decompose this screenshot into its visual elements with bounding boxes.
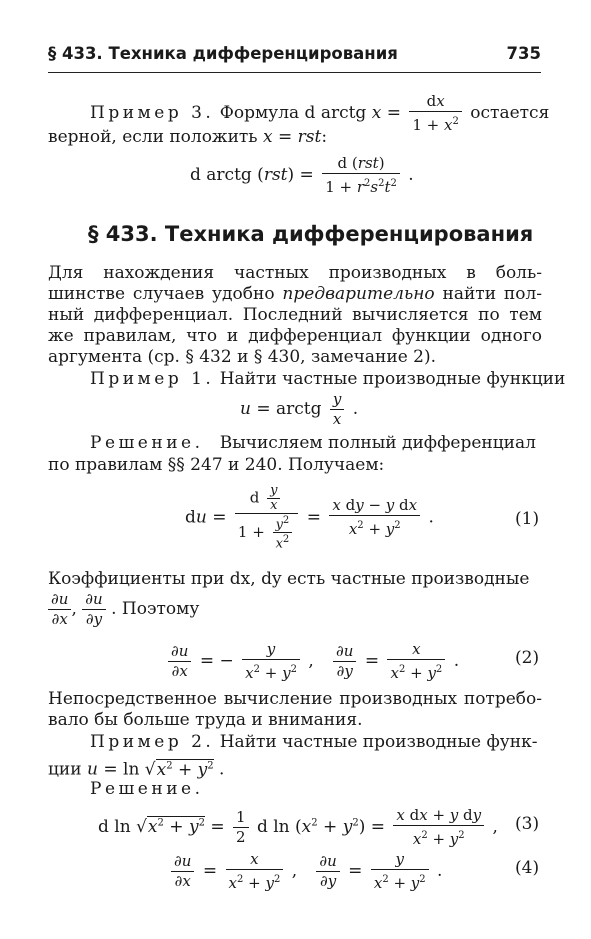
header-title: § 433. Техника дифференцирования [48,44,398,63]
equation-number-4: (4) [515,858,540,878]
solution1-line2: по правилам §§ 247 и 240. Получаем: [48,455,385,475]
solution1-line1: Решение. Вычисляем полный дифференциал [90,433,536,453]
example3-formula: d arctg (rst) = $\frac{\text{d (rst)}}{1 + r^2s^2t^2}$ . [190,154,414,196]
para1-line2: шинстве случаев удобно предварительно найти пол- [48,284,543,304]
para2-line2: вало бы больше труда и внимания. [48,710,363,730]
example1-line: Пример 1. Найти частные производные функции [90,369,566,389]
equation-number-3: (3) [515,814,540,834]
page-number: 735 [506,44,541,63]
running-header [48,44,541,73]
equation-1: du = d $\frac{y}{x}$ 1 + $\frac{y^2}{x^2}$ = $\frac{\text{x dy − y dx}}{x^2 + y^2}$ . [185,483,434,552]
equation-number-1: (1) [515,509,540,529]
para1-line5: аргумента (ср. § 432 и § 430, замечание 2). [48,347,437,367]
coef-line2: $\frac{\partial u}{\partial x}$ , $\frac{\partial u}{\partial y}$ . Поэтому [48,590,199,629]
equation-3: d $\ln √x^2 + y^2$ = $\frac{1}{2}$ d $\ln (x^2 + y^2)$ = $\frac{\text{x dx + y dy}}{x^2 + y^2}$ , [98,806,498,848]
para1-line3: ный дифференциал. Последний вычисляется по тем [48,305,542,325]
equation-4: $\frac{\partial u}{\partial x}$ = $\frac{x}{x^2 + y^2}$ , $\frac{\partial u}{\partial y}$ = $\frac{y}{x^2 + y^2}$ . [168,850,442,893]
example3-fraction: $\frac{dx}{1 + x^2}$ [409,92,462,135]
example3-line1: Пример 3. Формула d arctg x = $\frac{dx}{1 + x^2}$ остается [90,92,550,134]
example3-text: Формула d arctg [219,103,367,123]
example1-formula: u = arctg $\frac{y}{x}$ . [240,390,359,428]
example3-tail: остается [470,103,550,123]
para1-line1: Для нахождения частных производных в боль- [48,263,542,283]
solution2-label: Решение. [90,779,204,799]
equation-number-2: (2) [515,648,540,668]
equation-2: $\frac{\partial u}{\partial x}$ = − $\frac{y}{x^2 + y^2}$ , $\frac{\partial u}{\partial y}$ = $\frac{x}{x^2 + y^2}$ . [165,640,459,683]
example3-label: Пример 3. [90,103,215,123]
coef-line1: Коэффициенты при dx, dy есть частные производные [48,569,530,589]
example2-line1: Пример 2. Найти частные производные функ- [90,732,538,752]
section-title: § 433. Техника дифференцирования [88,222,534,246]
example3-line2: верной, если положить x = rst: [48,127,328,147]
para1-line4: же правилам, что и дифференциал функции одного [48,326,542,346]
para2-line1: Непосредственное вычисление производных потребо- [48,689,542,709]
example2-line2: ции $u = \ln √x^2 + y^2$ . [48,759,225,780]
